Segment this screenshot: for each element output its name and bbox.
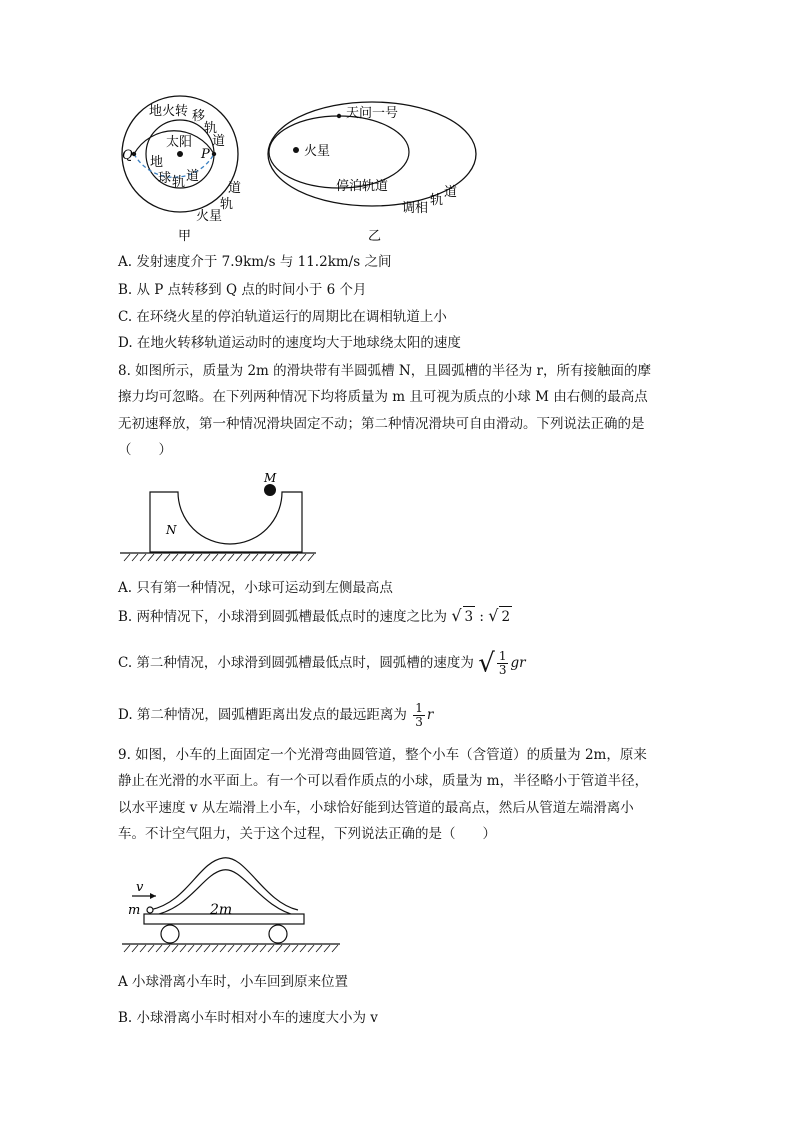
svg-text:轨: 轨 <box>430 193 444 208</box>
c-fraction: $\frac{1}{3}$ <box>498 649 507 677</box>
svg-text:轨: 轨 <box>204 121 218 136</box>
probe-label: 天问一号 <box>346 106 399 121</box>
q9-option-b: B. 小球滑离小车时相对小车的速度大小为 v <box>118 1010 378 1026</box>
sun-dot <box>177 151 183 157</box>
q9-cart-figure <box>118 852 348 954</box>
q7-option-a: A. 发射速度介于 7.9km/s 与 11.2km/s 之间 <box>118 254 392 270</box>
q9-stem-line3: 以水平速度 v 从左端滑上小车，小球恰好能到达管道的最高点，然后从管道左端滑离小 <box>118 800 634 816</box>
cart-wheel-right <box>269 925 287 943</box>
ball-m <box>264 484 276 496</box>
sqrt-3: 3 <box>463 606 476 627</box>
svg-text:球: 球 <box>158 171 172 186</box>
mars-dot <box>293 147 299 153</box>
q8-stem-line3: 无初速释放，第一种情况滑块固定不动；第二种情况滑块可自由滑动。下列说法正确的是 <box>118 416 645 432</box>
q8-stem-line4: （ ） <box>118 442 172 458</box>
caption-yi: 乙 <box>368 229 382 244</box>
probe-dot <box>337 114 341 118</box>
svg-text:道: 道 <box>212 134 226 149</box>
orbit-figure-jia <box>116 92 266 244</box>
orbit-figure-yi <box>262 98 484 246</box>
point-q-label: Q <box>122 148 133 163</box>
svg-text:道: 道 <box>444 185 458 200</box>
q7-option-b: B. 从 P 点转移到 Q 点的时间小于 6 个月 <box>118 282 367 298</box>
caption-jia: 甲 <box>178 229 192 244</box>
svg-text:轨: 轨 <box>220 197 234 212</box>
q8-option-c: C. 第二种情况，小球滑到圆弧槽最低点时，圆弧槽的速度为 √ $\frac{1}{3}$ gr <box>118 648 526 679</box>
label-n: N <box>166 523 177 537</box>
d-fraction: $\frac{1}{3}$ <box>415 701 423 729</box>
q8-option-a: A. 只有第一种情况，小球可运动到左侧最高点 <box>118 580 393 596</box>
mars-label: 火星 <box>304 144 331 159</box>
q8-stem-line1: 8. 如图所示，质量为 2m 的滑块带有半圆弧槽 N，且圆弧槽的半径为 r，所有接触面的摩 <box>118 363 651 379</box>
label-m: M <box>264 471 277 485</box>
q9-stem-line2: 静止在光滑的水平面上。有一个可以看作质点的小球，质量为 m，半径略小于管道半径， <box>118 773 649 789</box>
earth-orbit-label: 地 <box>150 155 164 170</box>
label-m-small: m <box>128 903 141 918</box>
label-2m: 2m <box>210 902 233 918</box>
sun-label: 太阳 <box>166 135 193 150</box>
svg-text:轨: 轨 <box>172 175 186 190</box>
q8-option-d: D. 第二种情况，圆弧槽距离出发点的最远距离为 $\frac{1}{3}$ r <box>118 701 434 729</box>
q8-option-b: B. 两种情况下，小球滑到圆弧槽最低点时的速度之比为 √ 3 : √ 2 <box>118 606 511 625</box>
svg-text:道: 道 <box>186 169 200 184</box>
small-ball <box>147 907 153 913</box>
q8-stem-line2: 擦力均可忽略。在下列两种情况下均将质量为 m 且可视为质点的小球 M 由右侧的最高点 <box>118 389 648 405</box>
cart-wheel-left <box>161 925 179 943</box>
mars-orbit-label: 火星 <box>196 209 223 224</box>
q9-stem-line1: 9. 如图，小车的上面固定一个光滑弯曲圆管道，整个小车（含管道）的质量为 2m，原来 <box>118 747 647 763</box>
label-v: v <box>136 880 144 895</box>
parking-orbit-label: 停泊轨道 <box>336 179 389 194</box>
parking-orbit <box>269 116 409 188</box>
svg-text:道: 道 <box>228 181 242 196</box>
phasing-orbit-label: 调相 <box>402 201 429 216</box>
q9-option-a: A 小球滑离小车时，小车回到原来位置 <box>118 974 349 990</box>
block-with-groove <box>150 492 302 552</box>
ground-hatching <box>124 945 338 952</box>
q7-option-d: D. 在地火转移轨道运动时的速度均大于地球绕太阳的速度 <box>118 335 461 351</box>
point-p-dot <box>212 152 216 156</box>
sqrt-2: 2 <box>499 606 512 627</box>
q7-option-c: C. 在环绕火星的停泊轨道运行的周期比在调相轨道上小 <box>118 309 447 325</box>
q8-block-figure <box>118 470 318 565</box>
point-p-label: P <box>201 147 210 162</box>
transfer-orbit-label: 地火转 <box>149 104 189 119</box>
svg-text:移: 移 <box>192 109 206 124</box>
ground-hatching <box>124 554 314 561</box>
q9-stem-line4: 车。不计空气阻力，关于这个过程，下列说法正确的是（ ） <box>118 826 496 842</box>
